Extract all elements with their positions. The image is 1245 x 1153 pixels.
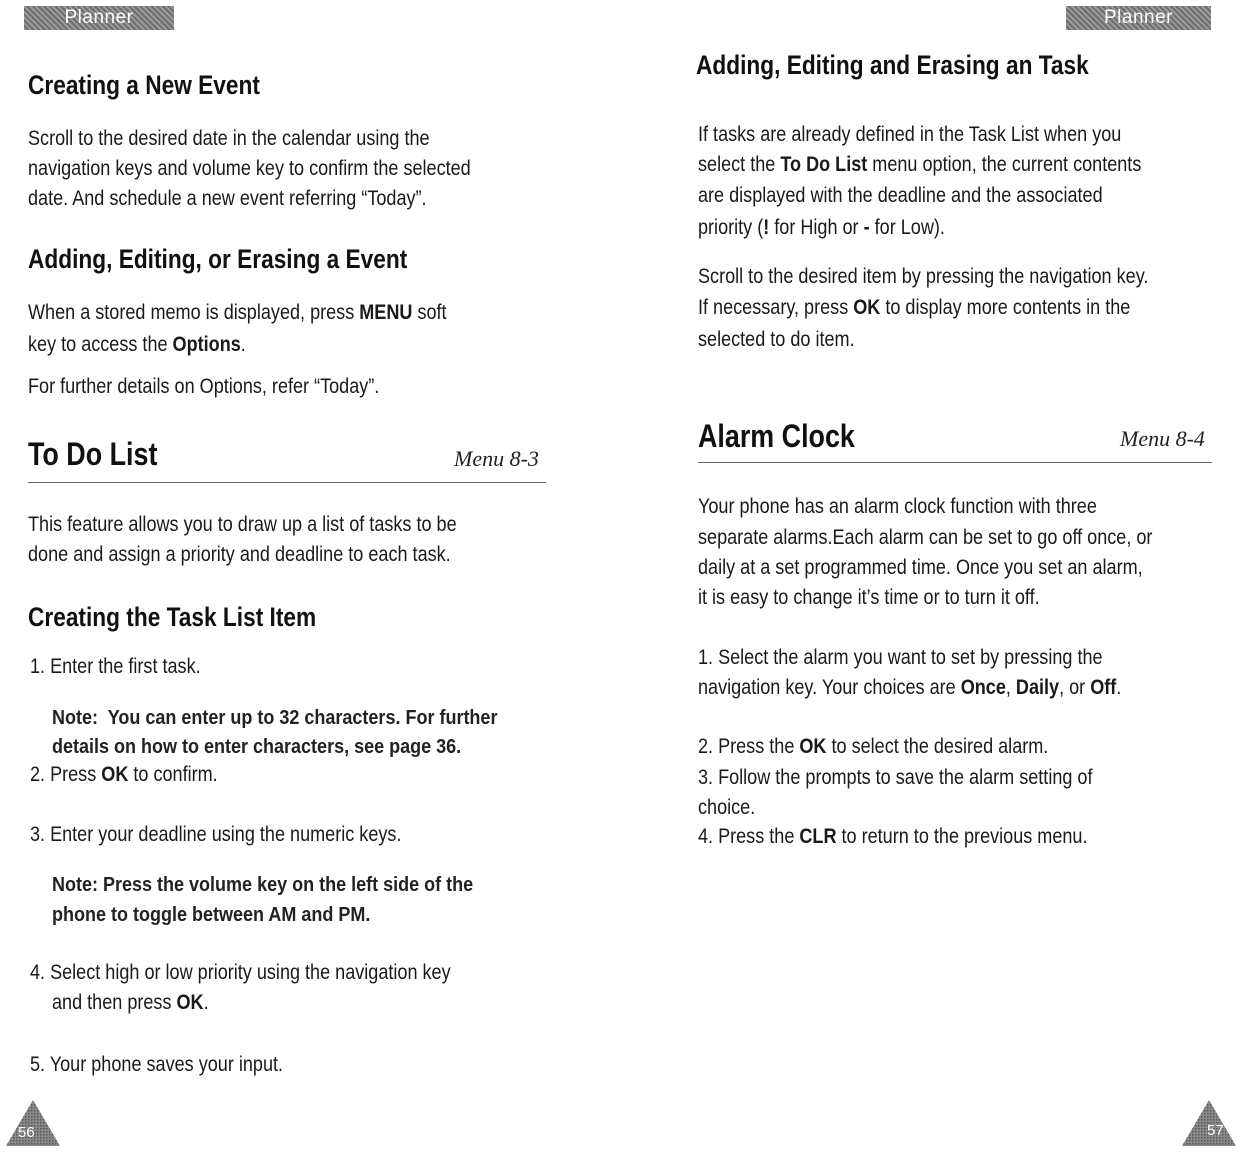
- page-number: 56: [18, 1124, 35, 1141]
- note-2-line-2: phone to toggle between AM and PM.: [52, 904, 371, 926]
- planner-tab: Planner: [24, 6, 174, 30]
- paragraph-line: daily at a set programmed time. Once you set an alarm,: [698, 556, 1143, 579]
- step-4-line-2: and then press OK.: [52, 991, 209, 1014]
- menu-number: Menu 8-3: [454, 446, 539, 471]
- step-4: 4. Select high or low priority using the navigation key: [30, 961, 451, 984]
- alarm-step-1-line-2: navigation key. Your choices are Once, Daily, or Off.: [698, 676, 1122, 699]
- note-1-line-2: details on how to enter characters, see page 36.: [52, 736, 462, 758]
- section-divider: [698, 462, 1212, 463]
- paragraph-line: date. And schedule a new event referring “Today”.: [28, 187, 427, 210]
- paragraph-line: key to access the Options.: [28, 333, 246, 356]
- paragraph-line: separate alarms.Each alarm can be set to go off once, or: [698, 526, 1153, 549]
- paragraph-line: navigation keys and volume key to confirm the selected: [28, 157, 471, 180]
- left-page: [0, 0, 622, 1152]
- heading-alarm-clock: Alarm Clock: [698, 418, 855, 454]
- heading-creating-task-list-item: Creating the Task List Item: [28, 602, 317, 632]
- page-number-triangle-right: [1180, 1098, 1238, 1148]
- paragraph-line: When a stored memo is displayed, press MENU soft: [28, 301, 447, 324]
- paragraph-line: If necessary, press OK to display more contents in the: [698, 296, 1131, 319]
- paragraph-line: select the To Do List menu option, the current contents: [698, 153, 1142, 176]
- paragraph-line: selected to do item.: [698, 328, 855, 351]
- alarm-step-3: 3. Follow the prompts to save the alarm setting of: [698, 766, 1093, 789]
- paragraph-line: If tasks are already defined in the Task List when you: [698, 123, 1122, 146]
- page-number: 57: [1207, 1122, 1224, 1139]
- heading-adding-editing-task: Adding, Editing and Erasing an Task: [696, 50, 1089, 80]
- step-2: 2. Press OK to confirm.: [30, 763, 218, 786]
- paragraph-line: For further details on Options, refer “Today”.: [28, 375, 380, 398]
- note-2: Note: Press the volume key on the left side of the: [52, 874, 474, 896]
- step-3: 3. Enter your deadline using the numeric keys.: [30, 823, 402, 846]
- paragraph-line: done and assign a priority and deadline to each task.: [28, 543, 451, 566]
- planner-tab: Planner: [1066, 6, 1211, 30]
- paragraph-line: priority (! for High or - for Low).: [698, 216, 945, 239]
- paragraph-line: Scroll to the desired item by pressing the navigation key.: [698, 265, 1149, 288]
- paragraph-line: are displayed with the deadline and the associated: [698, 184, 1103, 207]
- page-number-triangle-left: [4, 1098, 62, 1148]
- paragraph-line: This feature allows you to draw up a list of tasks to be: [28, 513, 457, 536]
- paragraph-line: Your phone has an alarm clock function with three: [698, 495, 1097, 518]
- heading-creating-new-event: Creating a New Event: [28, 70, 260, 100]
- menu-number: Menu 8-4: [1120, 426, 1205, 451]
- alarm-step-3-line-2: choice.: [698, 796, 756, 819]
- paragraph-line: it is easy to change it’s time or to turn it off.: [698, 586, 1040, 609]
- step-1: 1. Enter the first task.: [30, 655, 201, 678]
- alarm-step-1: 1. Select the alarm you want to set by pressing the: [698, 646, 1103, 669]
- section-divider: [28, 482, 546, 483]
- right-page: [622, 0, 1245, 1152]
- note-1: Note: You can enter up to 32 characters. For further: [52, 707, 498, 729]
- alarm-step-4: 4. Press the CLR to return to the previous menu.: [698, 825, 1088, 848]
- paragraph-line: Scroll to the desired date in the calendar using the: [28, 127, 430, 150]
- step-5: 5. Your phone saves your input.: [30, 1053, 284, 1076]
- alarm-step-2: 2. Press the OK to select the desired alarm.: [698, 735, 1049, 758]
- heading-to-do-list: To Do List: [28, 436, 158, 472]
- heading-adding-editing-event: Adding, Editing, or Erasing a Event: [28, 244, 408, 274]
